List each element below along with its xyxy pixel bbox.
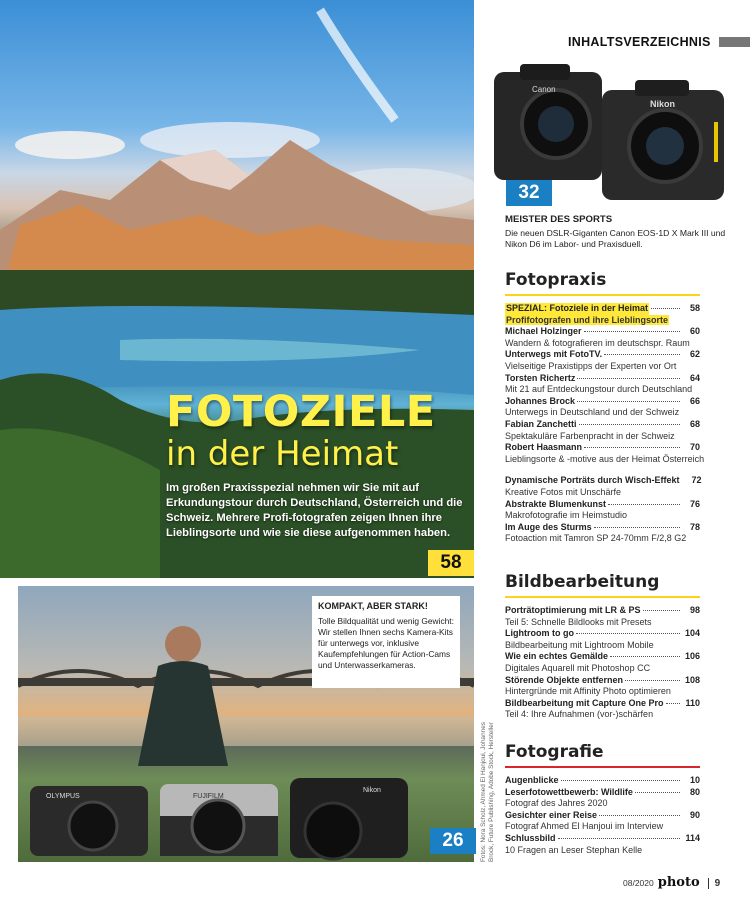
toc-entry-desc: Fotograf des Jahres 2020 (505, 798, 608, 809)
cover-story-subtitle: in der Heimat (166, 434, 399, 474)
section-title: Fotografie (505, 742, 700, 768)
toc-entry-page: 72 (691, 475, 702, 486)
toc-entry[interactable] (505, 675, 700, 698)
toc-entry-page: 76 (689, 498, 700, 509)
toc-entry-title: Dynamische Porträts durch Wisch-Effekt (505, 475, 680, 486)
toc-entry-title: Unterwegs mit FotoTV. (505, 349, 603, 360)
toc-entry-title: Abstrakte Blumenkunst (505, 498, 607, 509)
toc-entry-desc: Unterwegs in Deutschland und der Schweiz (505, 407, 680, 418)
toc-entry[interactable] (505, 349, 700, 372)
toc-entry-page: 98 (689, 605, 700, 615)
toc-entry-title: Robert Haasmann (505, 442, 583, 453)
pro-dslr-caption (505, 214, 740, 250)
toc-entry-title: Michael Holzinger (505, 326, 582, 337)
toc-entry-page: 90 (689, 809, 700, 820)
toc-entry-title: Augenblicke (505, 775, 559, 785)
photo-credits: Fotos: Nora Scholz, Ahmed El Hanjoui, Johannes Brock, Future Publishing, Adobe Stock, Hersteller (480, 722, 495, 862)
cover-story-title: FOTOZIELE (166, 387, 436, 437)
toc-entry-desc: Lieblingsorte & -motive aus der Heimat Österreich (505, 453, 705, 464)
compact-cameras-text: Tolle Bildqualität und wenig Gewicht: Wir stellen Ihnen sechs Kamera-Kits für unterwegs vor, inklusive Kaufempfehlungen für Action-Cams und Unterwasserkameras. (318, 616, 454, 670)
header-accent-bar (719, 37, 750, 47)
section-title: Bildbearbeitung (505, 572, 700, 598)
toc-entry-page: 114 (685, 832, 700, 843)
cover-story-image (0, 0, 474, 578)
toc-entry[interactable] (505, 499, 700, 522)
magazine-brand: photo (657, 875, 700, 890)
compact-cameras-title: KOMPAKT, ABER STARK! (318, 601, 428, 611)
pro-dslr-image (490, 62, 728, 206)
toc-entry-title: Störende Objekte entfernen (505, 674, 624, 685)
toc-entry-title: Im Auge des Sturms (505, 521, 592, 532)
toc-entry-page: 68 (689, 418, 700, 429)
toc-entry-title: Johannes Brock (505, 395, 576, 406)
toc-entry-desc: Hintergründe mit Affinity Photo optimieren (505, 686, 671, 697)
toc-entry[interactable] (505, 419, 700, 442)
toc-entry-desc: 10 Fragen an Leser Stephan Kelle (505, 844, 643, 855)
toc-entry-desc: Bildbearbeitung mit Lightroom Mobile (505, 639, 654, 650)
toc-entry-title: Schlussbild (505, 832, 556, 843)
toc-entry-desc: Digitales Aquarell mit Photoshop CC (505, 662, 651, 673)
toc-entry-page: 80 (689, 786, 700, 797)
toc-entry-page: 70 (689, 442, 700, 453)
toc-entry[interactable] (505, 833, 700, 856)
toc-entry-title: Leserfotowettbewerb: Wildlife (505, 786, 633, 797)
toc-entry[interactable] (505, 775, 700, 787)
toc-entry[interactable] (505, 303, 700, 326)
toc-entry-page: 66 (689, 395, 700, 406)
camera-brand-nikon: Nikon (650, 99, 676, 109)
toc-entry-desc: Teil 4: Ihre Aufnahmen (vor-)schärfen (505, 709, 654, 720)
camera-brand-olympus: OLYMPUS (46, 793, 80, 800)
toc-entry-page: 64 (689, 372, 700, 383)
page-footer (623, 875, 720, 890)
toc-entry-page: 108 (684, 674, 700, 685)
toc-entry-title: Lightroom to go (505, 628, 574, 639)
toc-entry-desc: Makrofotografie im Heimstudio (505, 510, 628, 521)
toc-entry-page: 104 (684, 628, 700, 639)
issue-number: 08/2020 (623, 878, 654, 888)
toc-entry-desc: Fotograf Ahmed El Hanjoui im Interview (505, 821, 664, 832)
toc-entry[interactable] (505, 475, 700, 498)
toc-entry-page: 110 (685, 697, 700, 708)
toc-entry[interactable] (505, 628, 700, 651)
toc-entry-desc: Teil 5: Schnelle Bildlooks mit Presets (505, 616, 652, 627)
section-title: Fotopraxis (505, 270, 700, 296)
toc-entry-title: Wie ein echtes Gemälde (505, 651, 608, 662)
toc-entry[interactable] (505, 326, 700, 349)
toc-entry-title: Bildbearbeitung mit Capture One Pro (505, 697, 664, 708)
toc-entry-desc: Profifotografen und ihre Lieblingsorte (506, 314, 668, 325)
section-fotografie (505, 742, 700, 856)
toc-entry-title: SPEZIAL: Fotoziele in der Heimat (506, 303, 649, 313)
toc-entry-title: Torsten Richertz (505, 372, 576, 383)
toc-entry-title: Fabian Zanchetti (505, 418, 577, 429)
page-number: 9 (708, 878, 721, 889)
pro-dslr-page-badge[interactable]: 32 (506, 180, 552, 206)
toc-entry-page: 106 (684, 651, 700, 662)
toc-entry-page: 60 (689, 326, 700, 337)
toc-entry-desc: Fotoaction mit Tamron SP 24-70mm F/2,8 G2 (505, 533, 687, 544)
toc-entry-desc: Kreative Fotos mit Unschärfe (505, 486, 622, 497)
cover-story-page-badge[interactable]: 58 (428, 550, 474, 576)
toc-entry[interactable] (505, 396, 700, 419)
section-bildbearbeitung (505, 572, 700, 721)
camera-brand-fujifilm: FUJIFILM (193, 793, 224, 800)
pro-dslr-text: Die neuen DSLR-Giganten Canon EOS-1D X Mark III und Nikon D6 im Labor- und Praxisduell. (505, 228, 726, 249)
toc-entry-page: 62 (689, 349, 700, 360)
camera-brand-canon: Canon (532, 85, 556, 94)
toc-entry-title: Gesichter einer Reise (505, 809, 598, 820)
compact-cameras-box (312, 596, 460, 688)
compact-cameras-page-badge[interactable]: 26 (430, 828, 476, 854)
toc-entry[interactable] (505, 787, 700, 810)
section-fotopraxis (505, 270, 705, 545)
toc-entry-title: Porträtoptimierung mit LR & PS (505, 605, 641, 615)
toc-entry[interactable] (505, 810, 700, 833)
toc-entry-desc: Spektakuläre Farbenpracht in der Schweiz (505, 430, 675, 441)
toc-entry[interactable] (505, 698, 700, 721)
section-header: INHALTSVERZEICHNIS (568, 35, 711, 49)
toc-entry[interactable] (505, 651, 700, 674)
camera-brand-nikon-z: Nikon (363, 787, 381, 794)
toc-entry-page: 58 (689, 303, 700, 313)
toc-entry[interactable] (505, 442, 705, 465)
toc-entry[interactable] (505, 605, 700, 628)
toc-entry-desc: Mit 21 auf Entdeckungstour durch Deutschland (505, 384, 693, 395)
toc-entry-page: 10 (689, 775, 700, 785)
toc-entry[interactable] (505, 522, 700, 545)
toc-entry-page: 78 (689, 521, 700, 532)
cover-story-text: Im großen Praxisspezial nehmen wir Sie mit auf Erkundungstour durch Deutschland, Österreich und die Schweiz. Mehrere Profi-fotografen zeigen Ihnen ihre Lieblingsorte und wie sie diese aufgenommen haben. (166, 482, 463, 539)
pro-dslr-title: MEISTER DES SPORTS (505, 214, 613, 225)
toc-entry-desc: Wandern & fotografieren im deutschspr. Raum (505, 337, 690, 348)
toc-entry-desc: Vielseitige Praxistipps der Experten vor Ort (505, 360, 677, 371)
toc-entry[interactable] (505, 373, 700, 396)
